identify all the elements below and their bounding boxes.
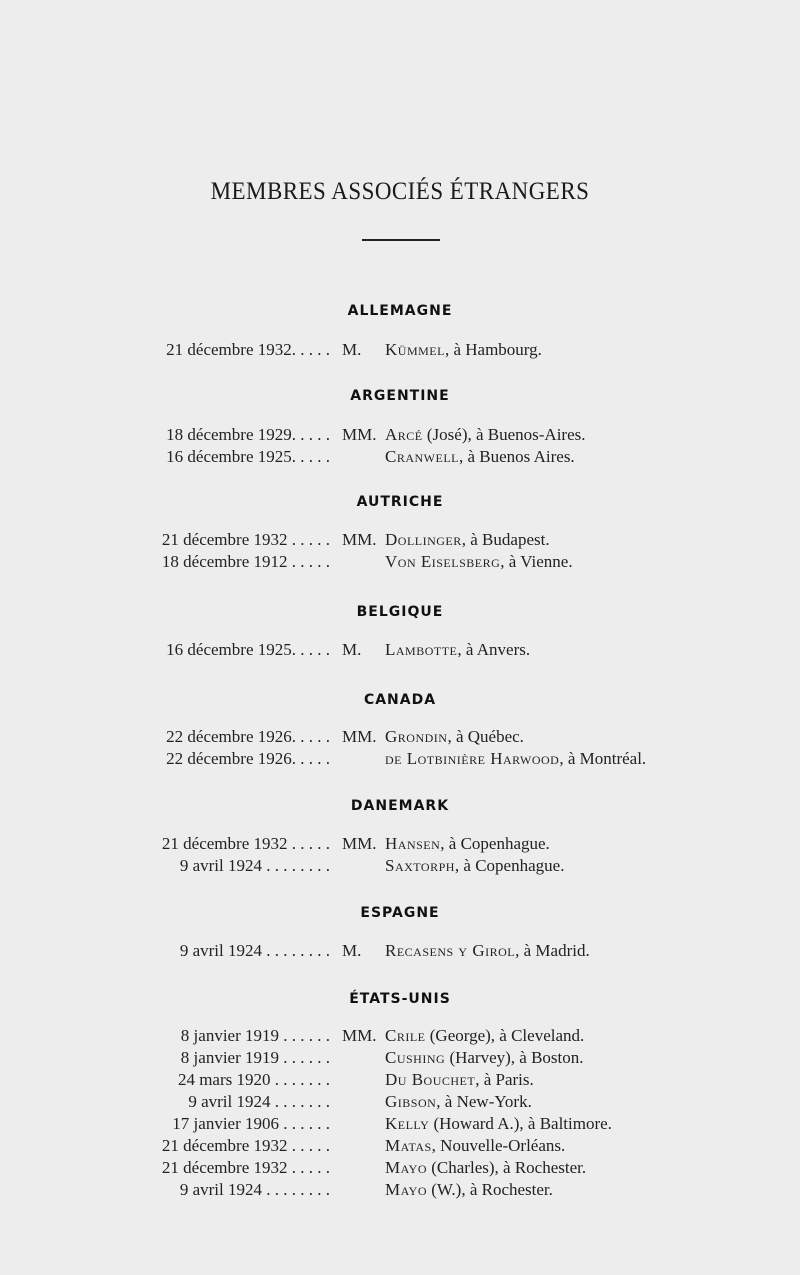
member-name: Du Bouchet, à Paris.: [385, 1070, 534, 1089]
member-prefix: MM.: [342, 425, 377, 444]
member-prefix: MM.: [342, 530, 377, 549]
member-name: Mayo (W.), à Rochester.: [385, 1180, 553, 1199]
member-date: 16 décembre 1925. . . . .: [166, 447, 330, 466]
member-prefix: M.: [342, 640, 362, 659]
member-name: Von Eiselsberg, à Vienne.: [385, 552, 573, 571]
title-rule: [362, 239, 440, 241]
member-name: Hansen, à Copenhague.: [385, 834, 550, 853]
member-row: [0, 1114, 800, 1136]
member-date: 18 décembre 1912 . . . . .: [161, 552, 330, 571]
country-heading: BELGIQUE: [356, 604, 444, 620]
member-row: [0, 530, 800, 552]
country-heading: ALLEMAGNE: [347, 303, 453, 319]
country-heading: ESPAGNE: [360, 905, 440, 921]
member-date: 18 décembre 1929. . . . .: [166, 425, 330, 444]
member-name: Kümmel, à Hambourg.: [385, 340, 542, 359]
member-prefix: MM.: [342, 834, 377, 853]
member-name: Matas, Nouvelle-Orléans.: [385, 1136, 566, 1155]
member-row: [0, 1070, 800, 1092]
member-name: Grondin, à Québec.: [385, 727, 524, 746]
member-row: [0, 1180, 800, 1202]
member-date: 21 décembre 1932. . . . .: [166, 340, 330, 359]
member-date: 21 décembre 1932 . . . . .: [161, 834, 330, 853]
member-name: Dollinger, à Budapest.: [385, 530, 550, 549]
member-date: 21 décembre 1932 . . . . .: [161, 530, 330, 549]
member-date: 9 avril 1924 . . . . . . . .: [179, 941, 330, 960]
country-heading: ARGENTINE: [350, 388, 450, 404]
country-heading: CANADA: [363, 692, 437, 708]
member-date: 9 avril 1924 . . . . . . . .: [179, 856, 330, 875]
member-row: [0, 834, 800, 856]
member-row: [0, 1048, 800, 1070]
member-row: [0, 856, 800, 878]
member-name: Kelly (Howard A.), à Baltimore.: [385, 1114, 612, 1133]
member-row: [0, 447, 800, 469]
country-heading: ÉTATS-UNIS: [349, 991, 451, 1007]
member-date: 16 décembre 1925. . . . .: [166, 640, 330, 659]
member-name: Recasens y Girol, à Madrid.: [385, 941, 590, 960]
member-date: 8 janvier 1919 . . . . . .: [180, 1048, 330, 1067]
member-name: Mayo (Charles), à Rochester.: [385, 1158, 587, 1177]
member-date: 22 décembre 1926. . . . .: [166, 749, 330, 768]
member-date: 21 décembre 1932 . . . . .: [161, 1136, 330, 1155]
member-name: de Lotbinière Harwood, à Montréal.: [385, 749, 647, 768]
member-name: Saxtorph, à Copenhague.: [385, 856, 565, 875]
member-date: 9 avril 1924 . . . . . . .: [188, 1092, 330, 1111]
member-row: [0, 727, 800, 749]
member-row: [0, 640, 800, 662]
member-name: Gibson, à New-York.: [385, 1092, 532, 1111]
member-name: Cranwell, à Buenos Aires.: [385, 447, 575, 466]
member-prefix: M.: [342, 340, 362, 359]
member-row: [0, 340, 800, 362]
member-prefix: M.: [342, 941, 362, 960]
member-date: 24 mars 1920 . . . . . . .: [177, 1070, 330, 1089]
member-row: [0, 1136, 800, 1158]
member-date: 8 janvier 1919 . . . . . .: [180, 1026, 330, 1045]
member-date: 22 décembre 1926. . . . .: [166, 727, 330, 746]
member-row: [0, 1026, 800, 1048]
member-row: [0, 1158, 800, 1180]
member-row: [0, 749, 800, 771]
member-row: [0, 425, 800, 447]
member-prefix: MM.: [342, 1026, 377, 1045]
member-date: 9 avril 1924 . . . . . . . .: [179, 1180, 330, 1199]
member-date: 21 décembre 1932 . . . . .: [161, 1158, 330, 1177]
member-name: Crile (George), à Cleveland.: [385, 1026, 585, 1045]
member-row: [0, 1092, 800, 1114]
member-row: [0, 552, 800, 574]
country-heading: AUTRICHE: [356, 494, 444, 510]
member-name: Arcé (José), à Buenos-Aires.: [385, 425, 586, 444]
member-row: [0, 941, 800, 963]
country-heading: DANEMARK: [350, 798, 450, 814]
member-date: 17 janvier 1906 . . . . . .: [172, 1114, 330, 1133]
member-prefix: MM.: [342, 727, 377, 746]
member-name: Lambotte, à Anvers.: [385, 640, 531, 659]
member-name: Cushing (Harvey), à Boston.: [385, 1048, 584, 1067]
page-title: MEMBRES ASSOCIÉS ÉTRANGERS: [210, 178, 590, 205]
